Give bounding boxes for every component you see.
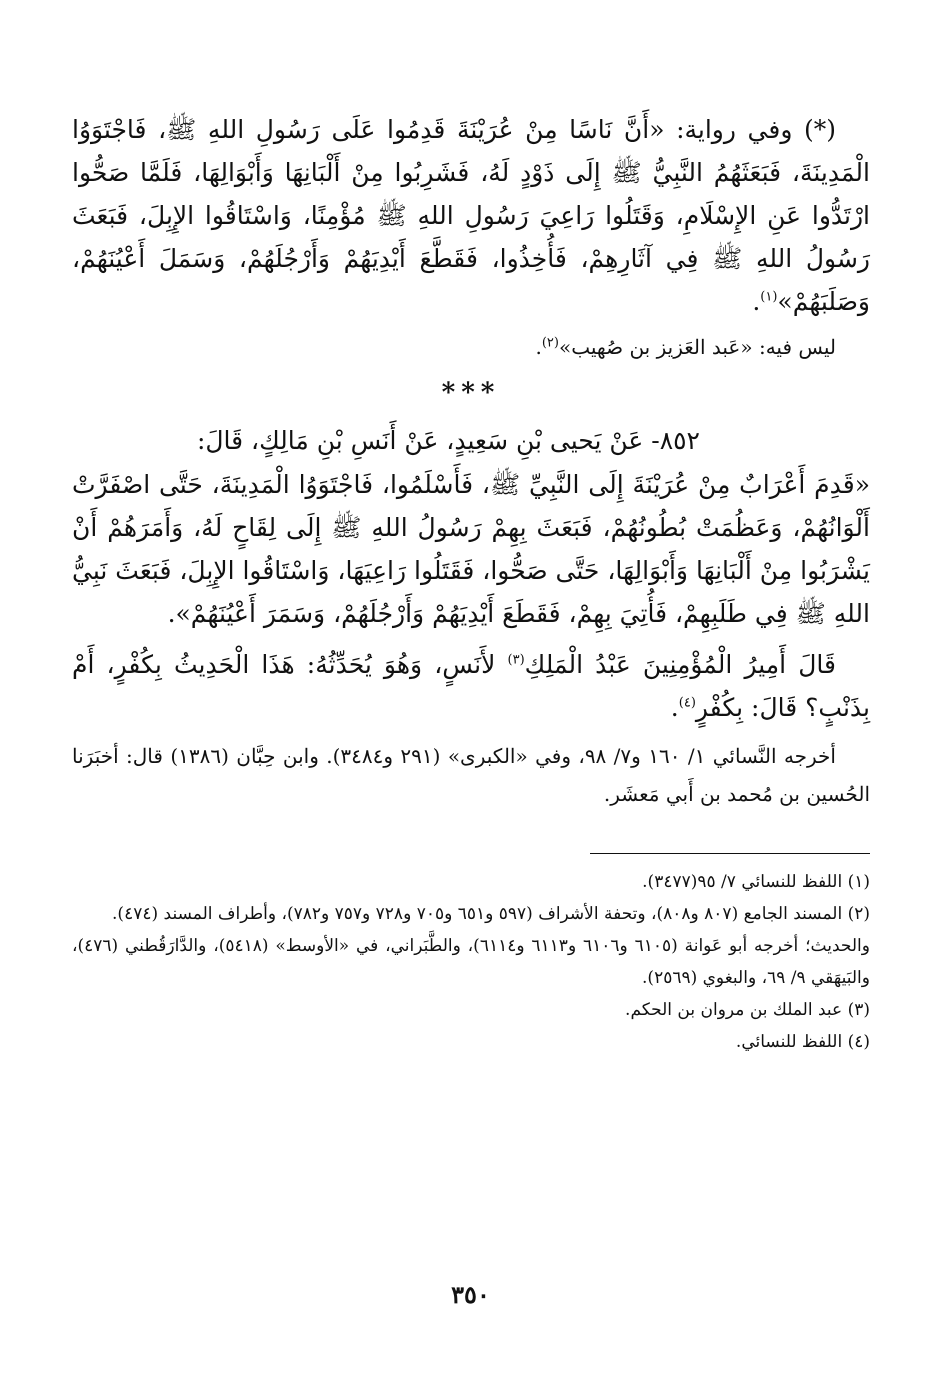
main-text [72, 108, 870, 323]
footnote-2-continuation: والحديث؛ أخرجه أبو عَوانة (٦١٠٥ و٦١٠٦ و٦١١٣ و٦١١٤)، والطَّبَراني، في «الأوسط» (٥٤١٨)، والدَّارَقُطني (٤٧٦)، والبَيهَقي ٩/ ٦٩، والبغوي (٢٥٦٩). [72, 936, 870, 988]
footnote-3: (٣) عبد الملك بن مروان بن الحكم. [625, 1000, 870, 1020]
footnotes [72, 866, 870, 1058]
hadith-text: «قَدِمَ أَعْرَابٌ مِنْ عُرَيْنَةَ إِلَى النَّبِيِّ ﷺ، فَأَسْلَمُوا، فَاجْتَوَوُا الْمَدِينَةَ، حَتَّى اصْفَرَّتْ أَلْوَانُهُمْ، وَعَظُمَتْ بُطُونُهُمْ، فَبَعَثَ بِهِمْ رَسُولُ اللهِ ﷺ إِلَى لِقَاحٍ لَهُ، وَأَمَرَهُمْ أَنْ يَشْرَبُوا مِنْ أَلْبَانِهَا وَأَبْوَالِهَا، حَتَّى صَحُّوا، فَقَتَلُوا رَاعِيَهَا، وَاسْتَاقُوا الإِبِلَ، فَبَعَثَ نَبِيُّ اللهِ ﷺ فِي طَلَبِهِمْ، فَأُتِيَ بِهِمْ، فَقَطَعَ أَيْدِيَهُمْ وَأَرْجُلَهُمْ، وَسَمَرَ أَعْيُنَهُمْ». [72, 470, 870, 628]
footnote-ref-1[interactable]: (١) [760, 289, 778, 305]
laysa-fihi-text: ليس فيه: «عَبد العَزيز بن صُهيب» [558, 335, 836, 359]
qawl-end: . [670, 693, 679, 722]
takhrij-paragraph: أخرجه النَّسائي ١/ ١٦٠ و٧/ ٩٨، وفي «الكبرى» (٢٩١ و٣٤٨٤). وابن حِبَّان (١٣٨٦) قال: أخبَرَنا الحُسين بن مُحمد بن أَبي مَعشَر. [72, 744, 870, 806]
page-body [72, 108, 870, 1058]
qawl-text-a: قَالَ أَمِيرُ الْمُؤْمِنِينَ عَبْدُ الْمَلِكِ [524, 650, 836, 679]
page-number: ٣٥٠ [451, 1280, 490, 1309]
footnote-ref-4[interactable]: (٤) [678, 695, 696, 711]
qawl-text-b: لأَنَسٍ، وَهُوَ يُحَدِّثُهُ: هَذَا الْحَدِيثُ بِكُفْرٍ، أَمْ بِذَنْبٍ؟ قَالَ: بِكُفْرٍ [72, 650, 870, 722]
laysa-fihi-note [72, 327, 870, 367]
footnote-2: (٢) المسند الجامع (٨٠٧ و٨٠٨)، وتحفة الأشراف (٥٩٧ و٦٥١ و٧٠٥ و٧٢٨ و٧٥٧ و٧٨٢)، وأطراف المسند (٤٧٤). [112, 904, 870, 924]
laysa-fihi-end: . [535, 335, 542, 359]
qawl-paragraph [72, 643, 870, 729]
hadith-block [72, 463, 870, 635]
footnote-separator [590, 853, 870, 854]
riwaya-end: . [752, 287, 761, 316]
riwaya-text: (*) وفي رواية: «أَنَّ نَاسًا مِنْ عُرَيْنَةَ قَدِمُوا عَلَى رَسُولِ اللهِ ﷺ، فَاجْتَوَوُا الْمَدِينَةَ، فَبَعَثَهُمُ النَّبِيُّ ﷺ إِلَى ذَوْدٍ لَهُ، فَشَرِبُوا مِنْ أَلْبَانِهَا وَأَبْوَالِهَا، فَلَمَّا صَحُّوا ارْتَدُّوا عَنِ الإِسْلَامِ، وَقَتَلُوا رَاعِيَ رَسُولِ اللهِ ﷺ مُؤْمِنًا، وَاسْتَاقُوا الإِبِلَ، فَبَعَثَ رَسُولُ اللهِ ﷺ فِي آثَارِهِمْ، فَأُخِذُوا، فَقَطَّعَ أَيْدِيَهُمْ وَأَرْجُلَهُمْ، وَسَمَلَ أَعْيُنَهُمْ، وَصَلَبَهُمْ» [72, 115, 870, 316]
section-divider-stars: *** [441, 378, 501, 408]
riwaya-paragraph [72, 108, 870, 323]
footnote-1: (١) اللفظ للنسائي ٧/ ٩٥(٣٤٧٧). [642, 872, 870, 892]
footnote-ref-3[interactable]: (٣) [507, 652, 525, 668]
hadith-heading: ٨٥٢- عَنْ يَحيى بْنِ سَعِيدٍ، عَنْ أَنَسِ بْنِ مَالِكٍ، قَالَ: [196, 426, 700, 455]
footnote-4: (٤) اللفظ للنسائي. [735, 1032, 870, 1052]
footnote-ref-2[interactable]: (٢) [541, 335, 559, 351]
